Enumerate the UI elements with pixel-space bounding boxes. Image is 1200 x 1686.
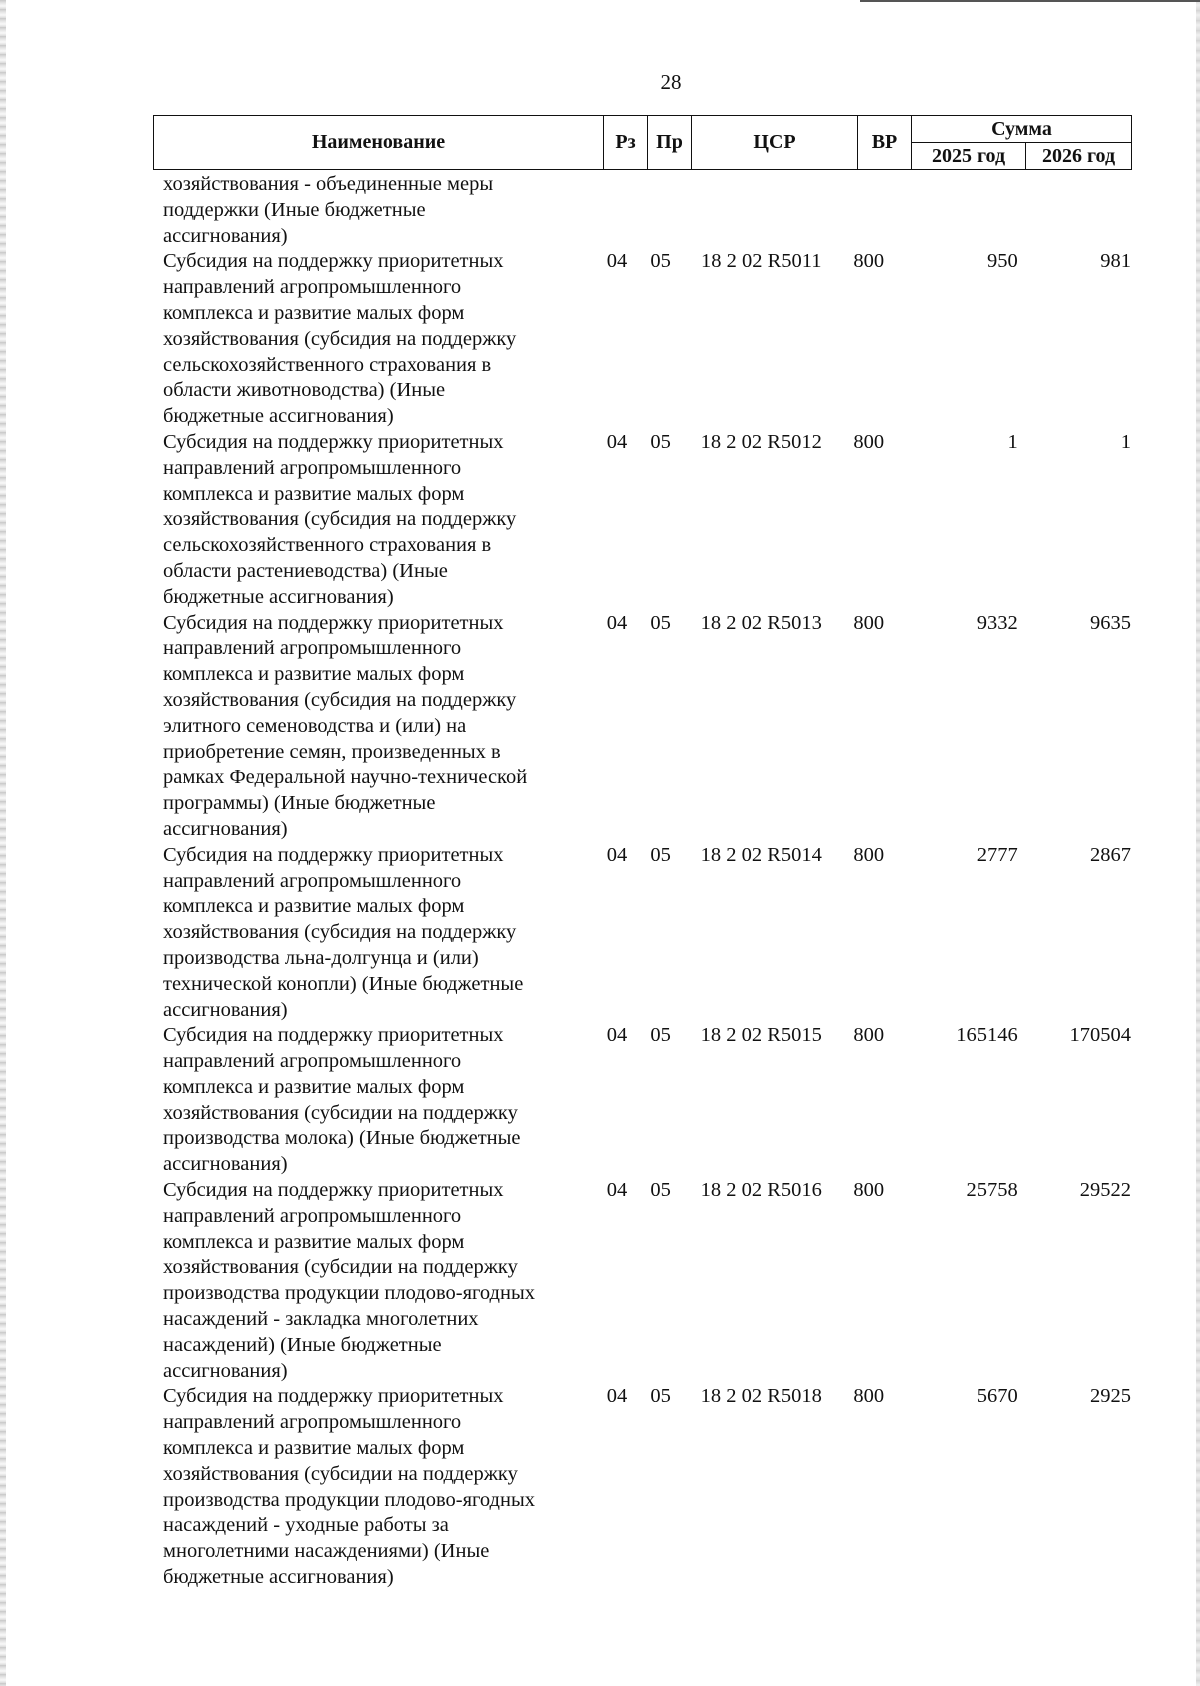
row-csr: 18 2 02 R5015 (700, 1024, 822, 1047)
row-sum-2025 (895, 172, 1018, 249)
table-row (163, 430, 1131, 611)
row-sum-2025: 9332 (976, 611, 1018, 634)
row-sum-2025: 165146 (956, 1024, 1018, 1047)
row-vr: 800 (853, 611, 885, 634)
row-pr: 05 (650, 430, 671, 453)
row-sum-2026: 2925 (1090, 1385, 1131, 1408)
row-rz: 04 (606, 1024, 628, 1047)
row-name: Субсидия на поддержку приоритетных направлений агропромышленного комплекса и развитие малых форм хозяйствования (субсидия на поддержку элитного семеноводства и (или) на приобретение семян, произведенных в рамках Федеральной научно-технической программы) (Иные бюджетные ассигнования) (163, 611, 528, 840)
table-body (163, 172, 1131, 1591)
row-rz: 04 (606, 611, 628, 634)
row-rz: 04 (606, 843, 628, 866)
row-vr: 800 (853, 843, 885, 866)
table-row (163, 1023, 1131, 1178)
table-row (163, 611, 1131, 843)
row-name: хозяйствования - объединенные меры поддержки (Иные бюджетные ассигнования) (163, 173, 494, 247)
row-sum-2025: 950 (987, 250, 1018, 273)
row-pr: 05 (650, 1024, 671, 1047)
row-name: Субсидия на поддержку приоритетных направлений агропромышленного комплекса и развитие малых форм хозяйствования (субсидии на поддержку производства продукции плодово-ягодных насаждений - закладка многолетних насаждений) (Иные бюджетные ассигнования) (163, 1179, 535, 1382)
row-rz: 04 (606, 1179, 628, 1202)
header-vr: ВР (858, 116, 912, 170)
page-number: 28 (660, 70, 682, 94)
header-year-2025: 2025 год (912, 143, 1026, 170)
row-vr (843, 172, 895, 249)
row-name: Субсидия на поддержку приоритетных направлений агропромышленного комплекса и развитие малых форм хозяйствования (субсидия на поддержку сельскохозяйственного страхования в области животноводства) (Иные бюджетные ассигнования) (163, 250, 517, 428)
row-pr: 05 (650, 1179, 671, 1202)
row-rz: 04 (606, 430, 628, 453)
row-sum-2026: 981 (1100, 250, 1131, 273)
header-name: Наименование (154, 116, 604, 170)
row-vr: 800 (853, 250, 885, 273)
row-rz (589, 172, 641, 249)
header-rz: Рз (604, 116, 648, 170)
table-row (163, 249, 1131, 430)
scan-edge-left (0, 0, 6, 1686)
row-csr: 18 2 02 R5013 (700, 611, 822, 634)
row-sum-2026: 170504 (1069, 1024, 1131, 1047)
table-row (163, 843, 1131, 1024)
row-csr: 18 2 02 R5018 (700, 1385, 822, 1408)
row-sum-2026: 9635 (1090, 611, 1131, 634)
row-sum-2026: 29522 (1079, 1179, 1131, 1202)
row-csr: 18 2 02 R5014 (700, 843, 822, 866)
table-row (163, 1178, 1131, 1384)
row-sum-2026: 1 (1120, 430, 1131, 453)
row-sum-2025: 25758 (966, 1179, 1018, 1202)
row-sum-2025: 1 (1007, 430, 1018, 453)
row-name: Субсидия на поддержку приоритетных направлений агропромышленного комплекса и развитие малых форм хозяйствования (субсидии на поддержку производства молока) (Иные бюджетные ассигнования) (163, 1024, 521, 1176)
row-sum-2025: 5670 (976, 1385, 1018, 1408)
row-name: Субсидия на поддержку приоритетных направлений агропромышленного комплекса и развитие малых форм хозяйствования (субсидия на поддержку производства льна-долгунца и (или) технической конопли) (Иные бюджетные ассигнования) (163, 843, 524, 1021)
row-vr: 800 (853, 1179, 885, 1202)
row-name: Субсидия на поддержку приоритетных направлений агропромышленного комплекса и развитие малых форм хозяйствования (субсидии на поддержку производства продукции плодово-ягодных насаждений - уходные работы за многолетними насаждениями) (Иные бюджетные ассигнования) (163, 1385, 535, 1589)
row-csr: 18 2 02 R5011 (701, 250, 822, 273)
row-pr: 05 (650, 611, 671, 634)
scan-top-line (860, 0, 1200, 2)
row-vr: 800 (853, 430, 885, 453)
row-sum-2026 (1018, 172, 1131, 249)
row-rz: 04 (606, 1385, 628, 1408)
scan-edge-right (1196, 0, 1200, 1686)
row-pr: 05 (650, 843, 671, 866)
row-csr: 18 2 02 R5016 (700, 1179, 822, 1202)
row-csr: 18 2 02 R5012 (700, 430, 822, 453)
row-sum-2025: 2777 (976, 843, 1018, 866)
row-rz: 04 (606, 250, 628, 273)
row-csr (680, 172, 843, 249)
header-sum: Сумма (912, 116, 1132, 143)
table-header (153, 115, 1132, 170)
header-year-2026: 2026 год (1026, 143, 1132, 170)
header-csr: ЦСР (692, 116, 858, 170)
row-sum-2026: 2867 (1090, 843, 1131, 866)
row-pr (641, 172, 680, 249)
row-pr: 05 (650, 250, 671, 273)
header-pr: Пр (648, 116, 692, 170)
row-vr: 800 (853, 1024, 885, 1047)
row-vr: 800 (853, 1385, 885, 1408)
table-row (163, 172, 1131, 249)
row-pr: 05 (650, 1385, 671, 1408)
table-row (163, 1384, 1131, 1590)
row-name: Субсидия на поддержку приоритетных направлений агропромышленного комплекса и развитие малых форм хозяйствования (субсидия на поддержку сельскохозяйственного страхования в области растениеводства) (Иные бюджетные ассигнования) (163, 430, 517, 608)
